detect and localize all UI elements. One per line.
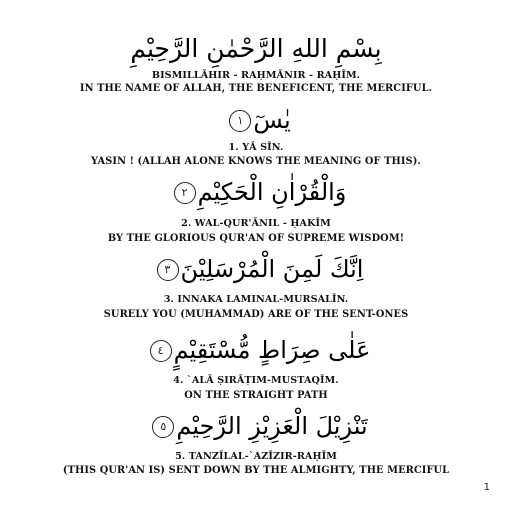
verse-2-arabic-text: وَالْقُرْاٰنِ الْحَكِيْمِ	[197, 178, 347, 206]
verse-1-arabic-text: يٰسٓ	[253, 106, 291, 134]
bismillah-translation: IN THE NAME OF ALLAH, THE BENEFICENT, THE MERCIFUL.	[79, 83, 433, 94]
ayah-number-2-icon: ٢	[174, 182, 196, 204]
ayah-number-1-icon: ١	[229, 110, 251, 132]
verse-3-transliteration: 3. INNAKA LAMINAL-MURSALĪN.	[163, 294, 349, 305]
verse-5-arabic	[0, 414, 512, 438]
verse-2-transliteration: 2. WAL-QUR'ĀNIL - ḤAKĪM	[181, 218, 331, 229]
verse-5-transliteration: 5. TANZĪLAL-`AZĪZIR-RAḤĪM	[175, 451, 337, 462]
verse-1-translation: YASIN ! (ALLAH ALONE KNOWS THE MEANING OF THIS).	[91, 156, 421, 167]
bismillah-arabic: بِسْمِ اللهِ الرَّحْمٰنِ الرَّحِيْمِ	[130, 34, 382, 63]
page-number: 1	[483, 482, 490, 493]
bismillah-transliteration: BISMILLĀHIR - RAḤMĀNIR - RAḤĪM.	[151, 70, 361, 81]
verse-3-arabic	[0, 257, 512, 281]
verse-4-arabic	[0, 338, 512, 362]
verse-4-translation: ON THE STRAIGHT PATH	[184, 390, 328, 401]
verse-1-arabic	[0, 108, 512, 132]
verse-1-transliteration: 1. YĀ SĪN.	[228, 142, 284, 153]
ayah-number-5-icon: ٥	[152, 416, 174, 438]
verse-2-arabic	[0, 180, 512, 204]
verse-4-arabic-text: عَلٰى صِرَاطٍ مُّسْتَقِيْمٍ	[173, 336, 371, 364]
ayah-number-4-icon: ٤	[150, 340, 172, 362]
verse-3-translation: SURELY YOU (MUHAMMAD) ARE OF THE SENT-ONES	[103, 309, 409, 320]
verse-5-arabic-text: تَنْزِيْلَ الْعَزِيْزِ الرَّحِيْمِ	[176, 412, 368, 440]
ayah-number-3-icon: ٣	[157, 259, 179, 281]
verse-3-arabic-text: اِنَّكَ لَمِنَ الْمُرْسَلِيْنَ	[180, 255, 364, 283]
verse-4-transliteration: 4. `ALĀ ṢIRĀṬIM-MUSTAQĪM.	[173, 375, 339, 386]
verse-2-translation: BY THE GLORIOUS QUR'AN OF SUPREME WISDOM!	[107, 233, 405, 244]
verse-5-translation: (THIS QUR'AN IS) SENT DOWN BY THE ALMIGHTY, THE MERCIFUL	[62, 465, 450, 476]
